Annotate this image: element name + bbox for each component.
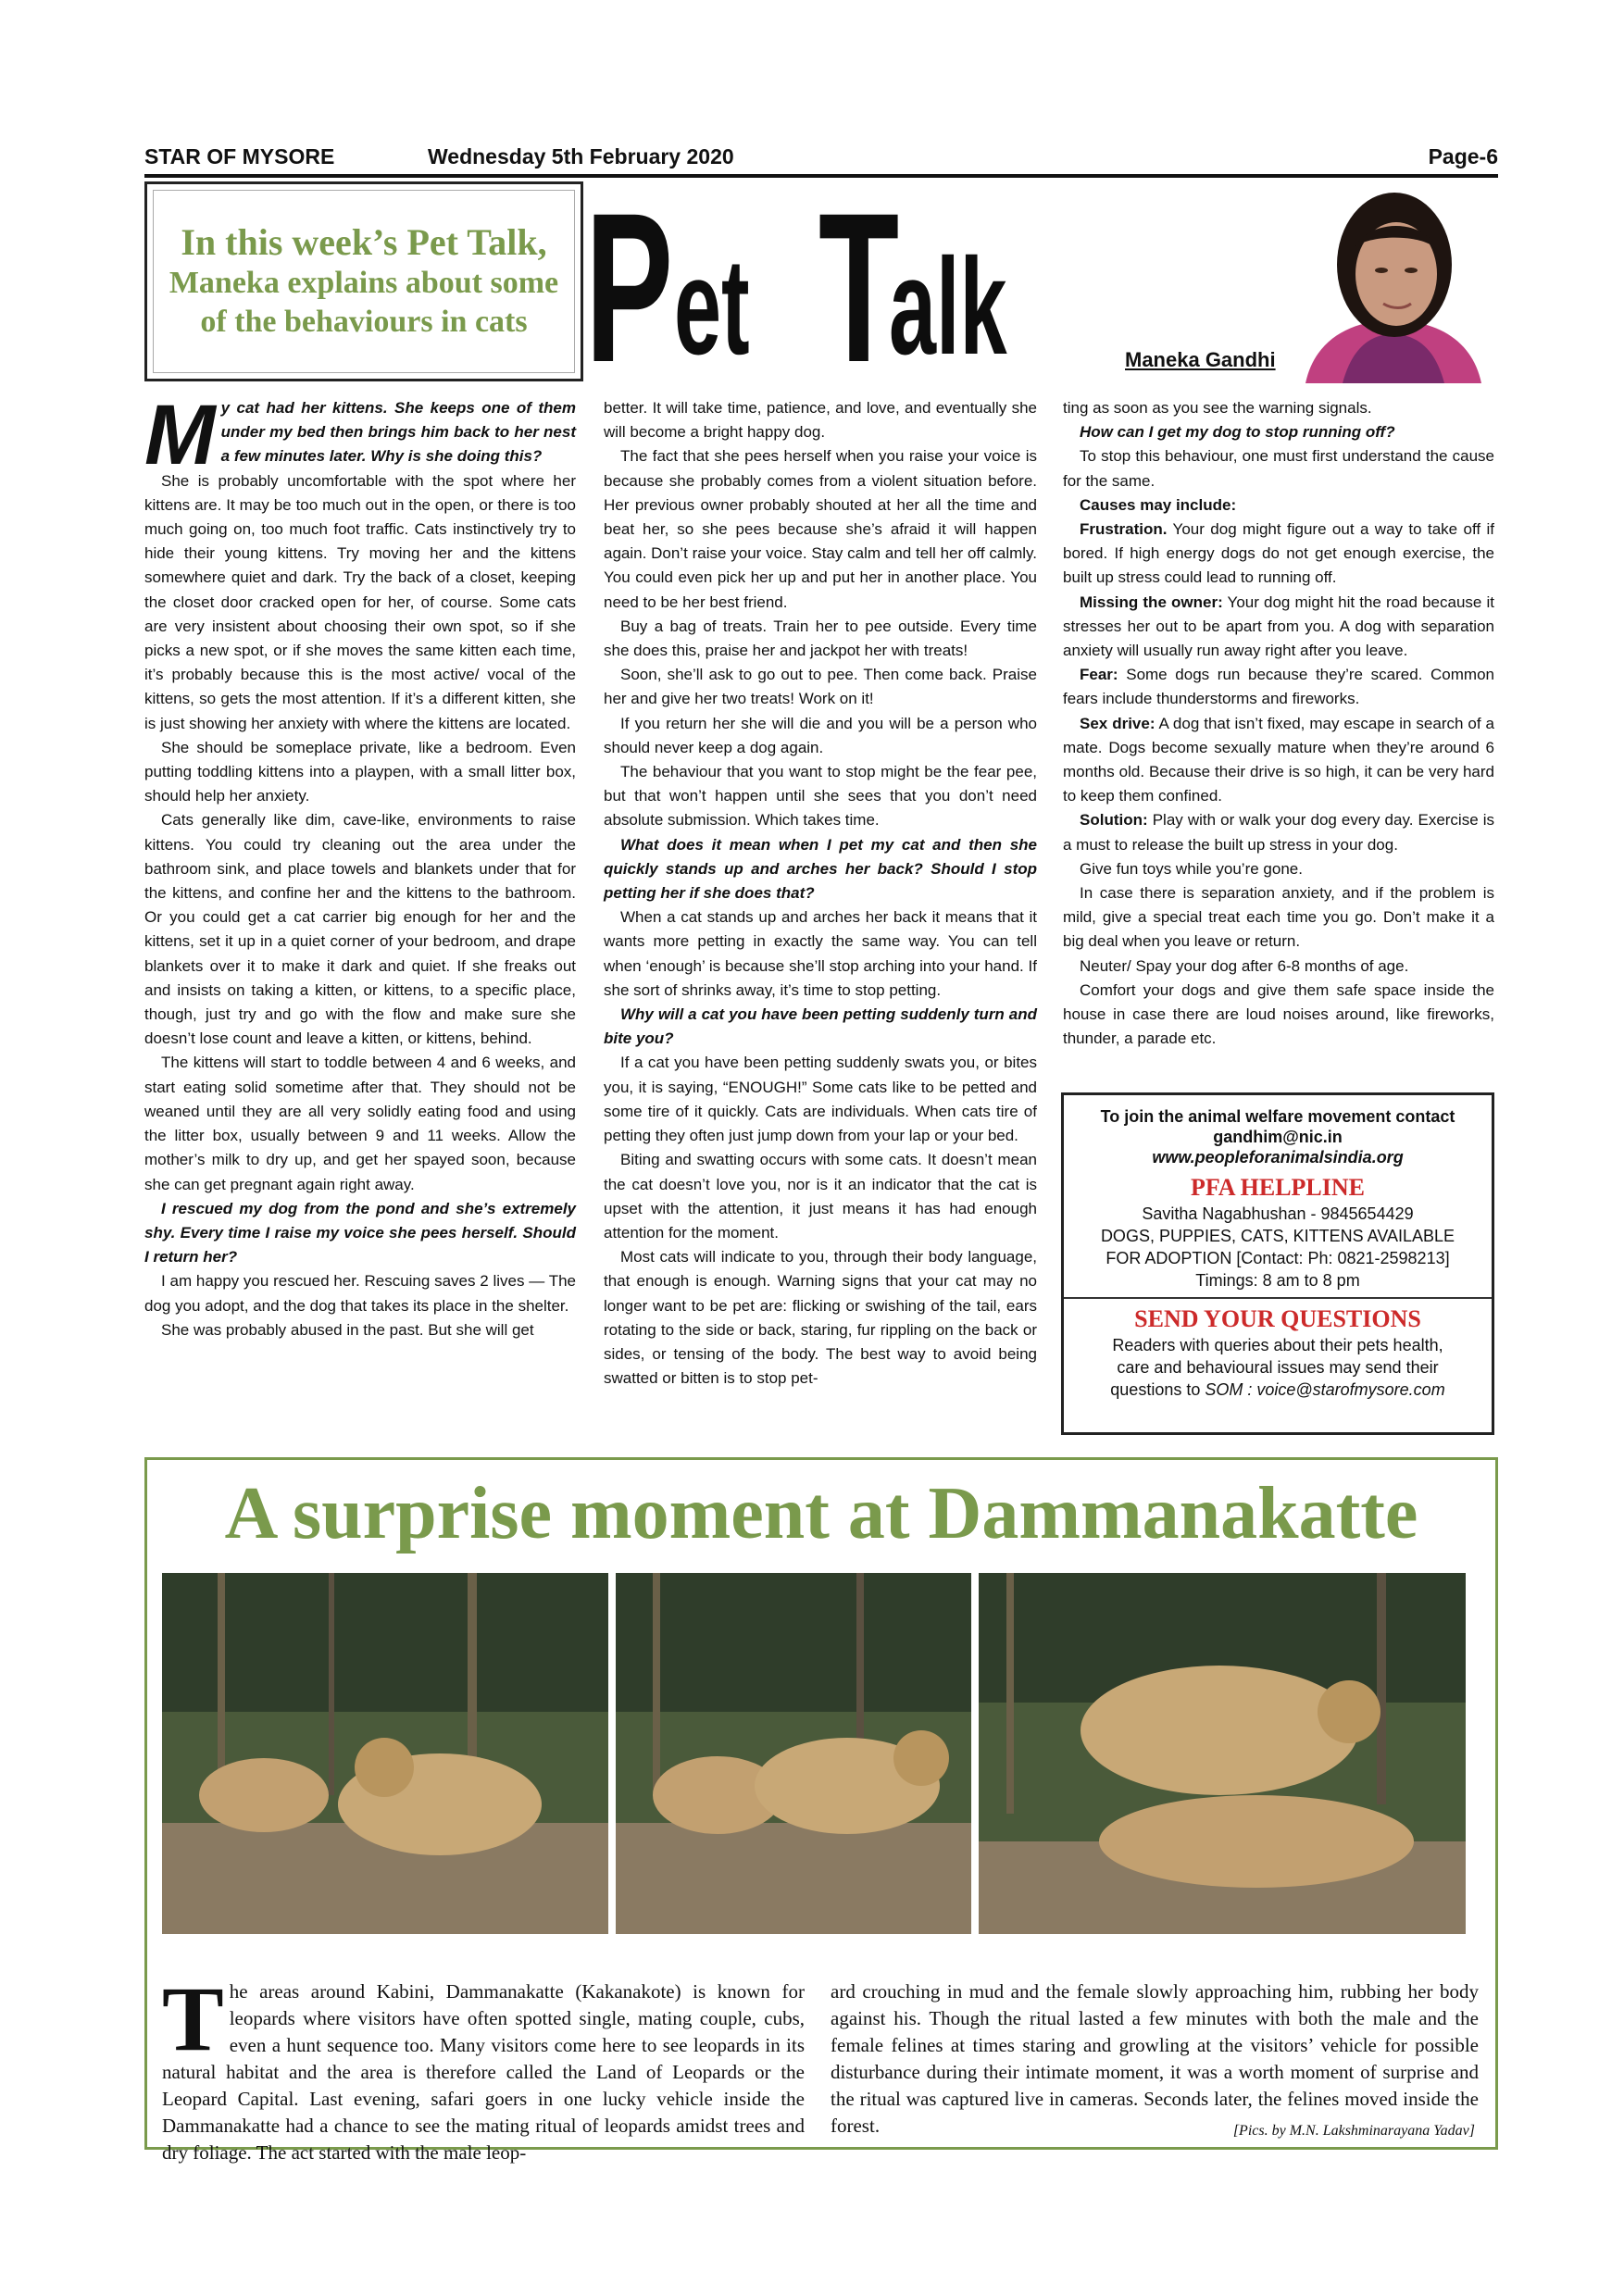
join-text: To join the animal welfare movement contact [1100,1107,1455,1126]
questions-email[interactable]: SOM : voice@starofmysore.com [1205,1380,1445,1399]
paragraph: She is probably uncomfortable with the spot where her kittens are. It may be too much out in the open, or there is too much going on, too much foot traffic. Cats instinctively try to hide their young kittens. Try moving her and the kittens somewhere quiet and dark. Try the back of a closet, keeping the closet door cracked open for her, of course. Some cats are very insistent about choosing their own spot, so if she picks a new spot, or if she moves the same kitten each time, it’s probably because this is the most active/ vocal of the kittens, so gets the most attention. If it’s a different kitten, she is just showing her anxiety with where the kittens are located. [144,471,576,732]
photo-credit: [Pics. by M.N. Lakshminarayana Yadav] [1232,2123,1475,2139]
paragraph: Biting and swatting occurs with some cats. It doesn’t mean the cat doesn’t love you, nor is it an indicator that the cat is upset with the attention, it just means it has had enough attention for the moment. [604,1151,1037,1242]
newspaper-name: STAR OF MYSORE [144,144,335,168]
title-letters-alk: alk [889,231,1007,383]
intro-line-3: of the behaviours in cats [200,305,528,339]
title-letters-et: et [674,231,750,383]
info-box [1061,1092,1494,1435]
adoption-line-2: FOR ADOPTION [Contact: Ph: 0821-2598213] [1106,1249,1450,1267]
story-column-1 [162,1967,805,2166]
story-headline: A surprise moment at Dammanakatte [224,1473,1418,1554]
paragraph: The behaviour that you want to stop might be the fear pee, but that won’t happen until she sees that you don’t need absolute submission. Which takes time. [604,763,1037,830]
story-paragraph: ard crouching in mud and the female slowly approaching him, rubbing her body against his. Though the ritual lasted a few minutes with both the male and the female felines at times staring and growling at the visitors’ vehicle for possible disturbance during their intimate moment, it was a worth moment of surprise and the ritual was captured live in cameras. Seconds later, the felines moved inside the forest. [831,1980,1479,2137]
question-4: Why will a cat you have been petting suddenly turn and bite you? [604,1005,1037,1048]
intro-box [144,181,583,381]
title-letter-p: P [585,168,674,406]
paragraph: Neuter/ Spay your dog after 6-8 months of age. [1080,956,1409,975]
solution: Solution: Play with or walk your dog every day. Exercise is a must to release the built up stress in your dog. [1063,811,1494,854]
intro-line-1: In this week’s Pet Talk, [181,221,547,263]
question-3: What does it mean when I pet my cat and then she quickly stands up and arches her back? Should I stop petting her if she does that? [604,835,1037,903]
adoption-line-1: DOGS, PUPPIES, CATS, KITTENS AVAILABLE [1100,1227,1455,1245]
cause-fear: Fear: Some dogs run because they’re scared. Common fears include thunderstorms and fireworks. [1063,666,1494,708]
question-1: My cat had her kittens. She keeps one of them under my bed then brings him back to her nest a few minutes later. Why is she doing this? [144,388,576,482]
leopard-photo-3 [979,1573,1466,1934]
title-letter-t: T [818,168,900,406]
article-column-2 [604,396,1037,1391]
paragraph: Buy a bag of treats. Train her to pee outside. Every time she does this, praise her and jackpot her with treats! [604,617,1037,660]
paragraph: The kittens will start to toddle between 4 and 6 weeks, and start eating solid sometime after that. They should not be weaned until they are all very solidly eating food and using the litter box, usually between 9 and 11 weeks. Allow the mother’s milk to dry up, and get her spayed soon, because she can get pregnant again right away. [144,1054,576,1193]
helpline-timings: Timings: 8 am to 8 pm [1195,1271,1360,1290]
drop-cap: M [144,388,216,482]
helpline-title: PFA HELPLINE [1190,1174,1366,1201]
questions-line-1: Readers with queries about their pets health, [1112,1336,1443,1354]
author-byline: Maneka Gandhi [1125,348,1276,371]
story-column-2 [831,1978,1479,2140]
paragraph: ting as soon as you see the warning signals. [1063,399,1372,417]
questions-title: SEND YOUR QUESTIONS [1134,1305,1421,1332]
story-drop-cap: T [162,1967,224,2070]
paragraph: If you return her she will die and you will be a person who should never keep a dog again. [604,714,1037,756]
paragraph: Cats generally like dim, cave-like, environments to raise kittens. You could try cleaning out the area under the bathroom sink, and place towels and blankets under that for the kittens, and confine her and the kittens to the bathroom. Or you could get a cat carrier big enough for her and the kittens, set it up in a quiet corner of your bedroom, and drape blankets over it to make it dark and quiet. If she freaks out and insists on taking a kitten, or kittens, to a specific place, though, just try and go with the flow and make sure she doesn’t lose count and leave a kitten, or kittens, behind. [144,811,576,1048]
paragraph: I am happy you rescued her. Rescuing saves 2 lives — The dog you adopt, and the dog that takes its place in the shelter. [144,1272,576,1315]
divider [1064,1297,1492,1299]
paragraph: better. It will take time, patience, and love, and eventually she will become a bright happy dog. [604,399,1037,442]
article-column-1 [144,388,576,1342]
paragraph: When a cat stands up and arches her back it means that it wants more petting in exactly the same way. You can tell when ‘enough’ is because she’ll stop arching into your hand. If she sort of shrinks away, it’s time to stop petting. [604,908,1037,999]
leopard-story [144,1457,1498,2164]
paragraph: If a cat you have been petting suddenly swats you, or bites you, it is saying, “ENOUGH!” Some cats like to be petted and some tire of it quickly. Cats are individuals. When cats tire of petting they often just jump down from your lap or your bed. [604,1054,1037,1145]
cause-frustration: Frustration. Your dog might figure out a way to take off if bored. If high energy dogs do not get enough exercise, the built up stress could lead to running off. [1063,520,1494,587]
paragraph: In case there is separation anxiety, and if the problem is mild, give a special treat each time you go. Don’t make it a big deal when you leave or return. [1063,884,1494,951]
paragraph: The fact that she pees herself when you raise your voice is because she probably comes from a violent situation before. Her previous owner probably shouted at her all the time and beat her, so she pees because she’s afraid it will happen again. Don’t raise your voice. Stay calm and tell her off calmly. You could even pick her up and put her in another place. You need to be her best friend. [604,447,1037,611]
paragraph: Soon, she’ll ask to go out to pee. Then come back. Praise her and give her two treats! Work on it! [604,666,1037,708]
questions-line-2: care and behavioural issues may send their [1117,1358,1439,1377]
questions-line-3: questions to SOM : voice@starofmysore.com [1110,1380,1445,1399]
author-portrait [1287,181,1498,383]
issue-date: Wednesday 5th February 2020 [428,144,734,168]
contact-email[interactable]: gandhim@nic.in [1213,1128,1343,1146]
paragraph: Give fun toys while you’re gone. [1080,859,1303,878]
contact-website[interactable]: www.peopleforanimalsindia.org [1152,1148,1404,1167]
intro-line-2: Maneka explains about some [169,266,559,300]
paragraph: To stop this behaviour, one must first understand the cause for the same. [1063,447,1494,490]
cause-sex-drive: Sex drive: A dog that isn’t fixed, may escape in search of a mate. Dogs become sexually mature when they’re around 6 months old. Because their drive is so high, it can be very hard to keep them confined. [1063,714,1495,805]
paragraph: Most cats will indicate to you, through their body language, that enough is enough. Warning signs that your cat may no longer want to be pet are: flicking or swishing of the tail, ears rotating to the side or back, staring, fur rippling on the back or sides, or tensing of the body. The best way to avoid being swatted or bitten is to stop pet- [604,1248,1037,1388]
leopard-photo-1 [162,1573,608,1934]
helpline-contact: Savitha Nagabhushan - 9845654429 [1142,1204,1414,1223]
article-column-3 [1063,396,1494,1051]
paragraph: She was probably abused in the past. But she will get [161,1320,534,1339]
story-paragraph: The areas around Kabini, Dammanakatte (Kakanakote) is known for leopards where visitors have often spotted single, mating couple, cubs, even a hunt sequence too. Many visitors come here to see leopards in its natural habitat and the area is therefore called the Land of Leopards or the Leopard Capital. Last evening, safari goers in one lucky vehicle inside the Dammanakatte had a chance to see the mating ritual of leopards amidst trees and dry foliage. The act started with the male leop- [162,1967,805,2164]
paragraph: She should be someplace private, like a bedroom. Even putting toddling kittens into a playpen, with a small litter box, should help her anxiety. [144,738,576,805]
paragraph: Comfort your dogs and give them safe space inside the house in case there are loud noises around, like fireworks, thunder, a parade etc. [1063,980,1494,1048]
causes-heading: Causes may include: [1080,495,1237,514]
question-5: How can I get my dog to stop running off? [1080,423,1395,442]
question-2: I rescued my dog from the pond and she’s extremely shy. Every time I raise my voice she pees herself. Should I return her? [144,1199,576,1267]
page-number: Page-6 [1428,144,1498,168]
cause-missing-owner: Missing the owner: Your dog might hit the road because it stresses her out to be apart from you. A dog with separation anxiety will usually run away right after you leave. [1063,593,1494,660]
leopard-photo-2 [616,1573,971,1934]
